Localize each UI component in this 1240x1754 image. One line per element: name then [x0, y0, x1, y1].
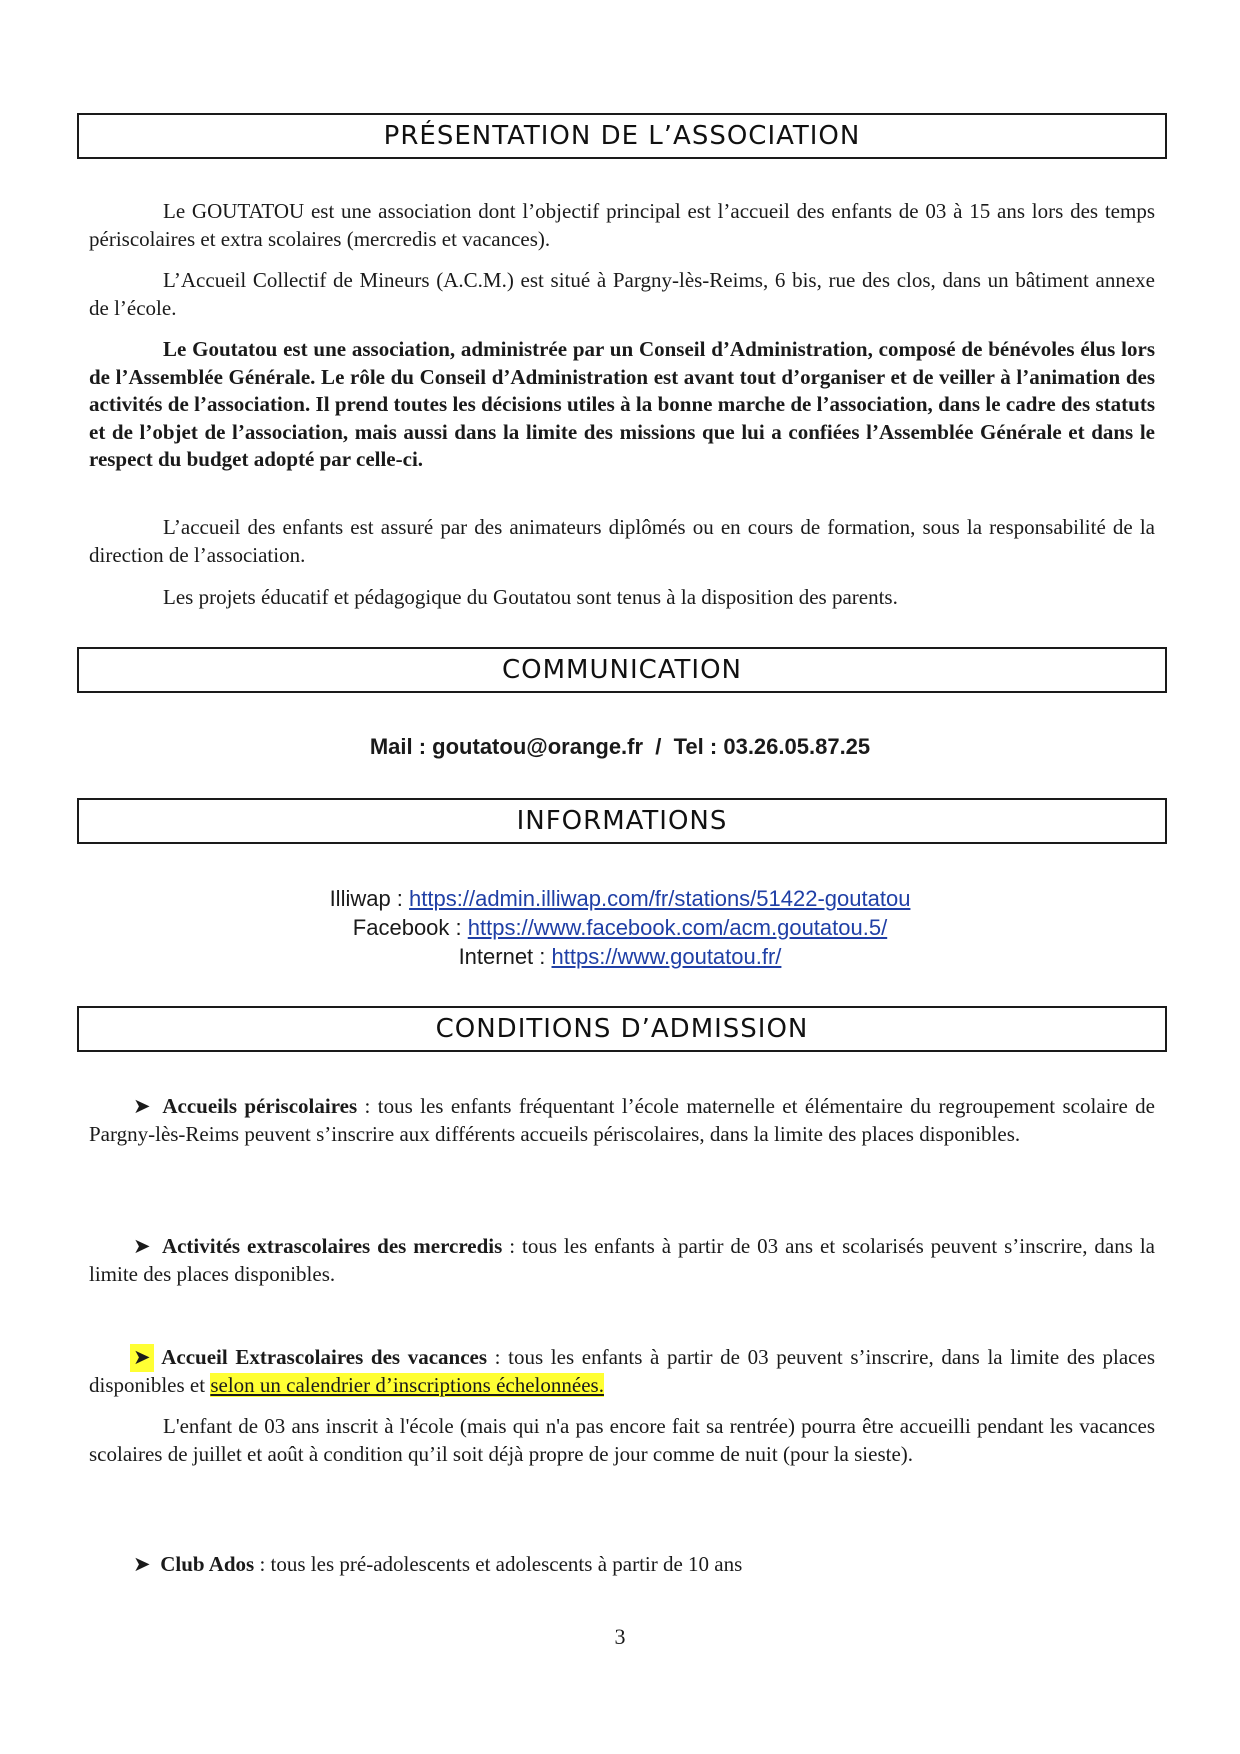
section-header-presentation: [77, 113, 1167, 159]
presentation-paragraph-2: L’Accueil Collectif de Mineurs (A.C.M.) est situé à Pargny-lès-Reims, 6 bis, rue des clos, dans un bâtiment annexe de l’école.: [89, 268, 1155, 320]
admission-vacances: ➤ Accueil Extrascolaires des vacances : tous les enfants à partir de 03 peuvent s’inscrire, dans la limite des places disponibles et selon un calendrier d’inscriptions échelonnées.: [89, 1345, 1155, 1397]
admission-vacances-note: L'enfant de 03 ans inscrit à l'école (mais qui n'a pas encore fait sa rentrée) pourra être accueilli pendant les vacances scolaires de juillet et août à condition qu’il soit déjà propre de jour comme de nuit (pour la sieste).: [89, 1414, 1155, 1466]
admission-mercredis: ➤ Activités extrascolaires des mercredis : tous les enfants à partir de 03 ans et scolarisés peuvent s’inscrire, dans la limite des places disponibles.: [89, 1234, 1155, 1286]
section-header-communication: [77, 647, 1167, 693]
admission-periscolaires: ➤ Accueils périscolaires : tous les enfants fréquentant l’école maternelle et élémentaire du regroupement scolaire de Pargny-lès-Reims peuvent s’inscrire aux différents accueils périscolaires, dans la limite des places disponibles.: [89, 1094, 1155, 1146]
contact-line: Mail : goutatou@orange.fr / Tel : 03.26.05.87.25: [369, 734, 871, 759]
presentation-paragraph-3: Le Goutatou est une association, administrée par un Conseil d’Administration, composé de bénévoles élus lors de l’Assemblée Générale. Le rôle du Conseil d’Administration est avant tout d’organiser et de veiller à l’animation des activités de l’association. Il prend toutes les décisions utiles à la bonne marche de l’association, dans le cadre des statuts et de l’objet de l’association, mais aussi dans la limite des missions que lui a confiées l’Assemblée Générale et dans le respect du budget adopté par celle-ci.: [89, 337, 1155, 471]
arrow-icon: ➤: [133, 1094, 151, 1118]
section-title-informations: INFORMATIONS: [516, 806, 728, 836]
section-title-presentation: PRÉSENTATION DE L’ASSOCIATION: [383, 121, 861, 151]
admission-club-ados: ➤ Club Ados : tous les pré-adolescents et adolescents à partir de 10 ans: [89, 1551, 1155, 1579]
presentation-paragraph-1: Le GOUTATOU est une association dont l’objectif principal est l’accueil des enfants de 03 à 15 ans lors des temps périscolaires et extra scolaires (mercredis et vacances).: [89, 199, 1155, 251]
email-address[interactable]: goutatou@orange.fr: [432, 734, 644, 759]
section-header-informations: [77, 798, 1167, 844]
section-title-communication: COMMUNICATION: [501, 655, 743, 685]
section-header-admission: [77, 1006, 1167, 1052]
phone-number[interactable]: 03.26.05.87.25: [723, 734, 871, 759]
facebook-line: Facebook : https://www.facebook.com/acm.goutatou.5/: [352, 915, 888, 940]
section-title-admission: CONDITIONS D’ADMISSION: [435, 1014, 809, 1044]
illiwap-link[interactable]: https://admin.illiwap.com/fr/stations/51422-goutatou: [409, 886, 911, 911]
arrow-icon-highlighted: ➤: [130, 1344, 154, 1372]
arrow-icon: ➤: [133, 1552, 151, 1576]
internet-line: Internet : https://www.goutatou.fr/: [458, 944, 782, 969]
facebook-link[interactable]: https://www.facebook.com/acm.goutatou.5/: [467, 915, 888, 940]
presentation-paragraph-5: Les projets éducatif et pédagogique du Goutatou sont tenus à la disposition des parents.: [163, 585, 898, 609]
links-block: [0, 884, 1240, 971]
arrow-icon: ➤: [133, 1234, 151, 1258]
internet-link[interactable]: https://www.goutatou.fr/: [551, 944, 782, 969]
page-number: 3: [614, 1624, 626, 1649]
illiwap-line: Illiwap : https://admin.illiwap.com/fr/stations/51422-goutatou: [329, 886, 911, 911]
presentation-paragraph-4: L’accueil des enfants est assuré par des animateurs diplômés ou en cours de formation, sous la responsabilité de la direction de l’association.: [89, 515, 1155, 567]
highlighted-text: selon un calendrier d’inscriptions échelonnées.: [210, 1372, 604, 1397]
